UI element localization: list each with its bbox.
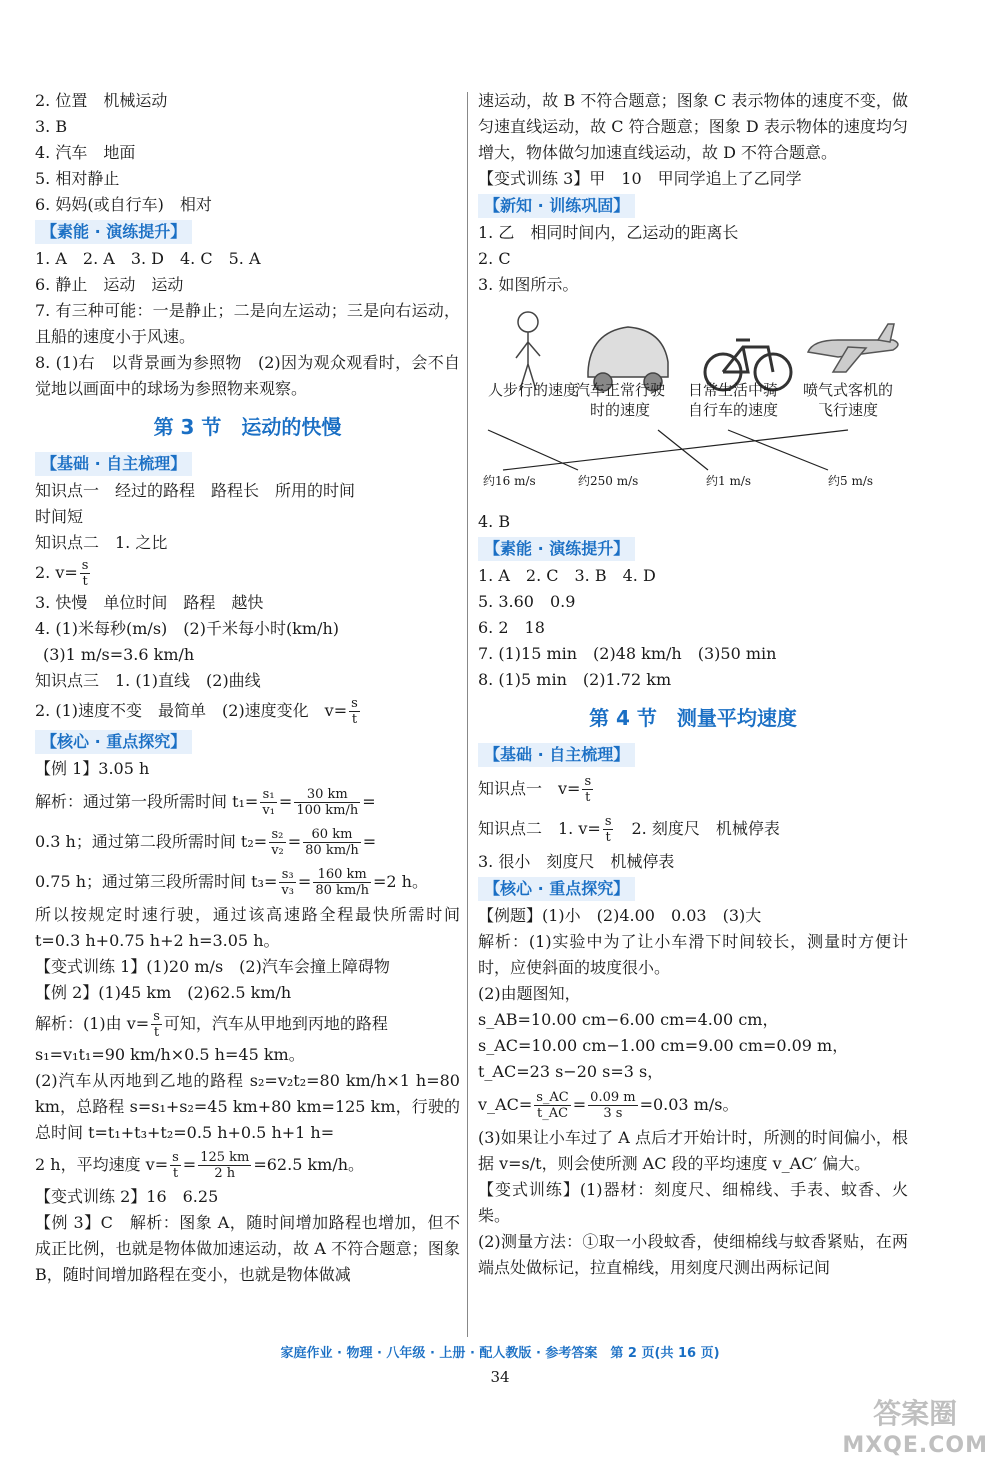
fraction: [279, 867, 296, 898]
fraction: [151, 1009, 162, 1040]
formula-text: 知识点一 v=: [478, 779, 581, 798]
formula-text: 解析：(1)由 v=: [35, 1014, 150, 1033]
denominator: t: [172, 1166, 179, 1181]
denominator: 80 km/h: [305, 843, 359, 858]
section-header: 【核心 · 重点探究】: [478, 877, 635, 901]
numerator: s: [172, 1150, 179, 1165]
numerator: s: [604, 814, 612, 829]
numerator: s₁: [260, 787, 277, 803]
formula-text: 解析：通过第一段所需时间 t₁=: [35, 792, 259, 811]
answer-line: 【变式训练 1】(1)20 m/s (2)汽车会撞上障碍物: [35, 957, 390, 976]
fraction: [349, 696, 360, 727]
formula-text: =: [572, 1095, 587, 1114]
column-divider: [467, 92, 468, 1337]
numerator: s_AC: [536, 1090, 569, 1105]
fraction: [80, 558, 91, 589]
numerator: 30 km: [294, 787, 360, 803]
fraction: [534, 1090, 571, 1121]
formula-text: =: [278, 792, 293, 811]
section-header: 【新知 · 训练巩固】: [478, 194, 635, 218]
answer-paragraph: 解析：(1)实验中为了让小车滑下时间较长，测量时方便计时，应使斜面的坡度很小。: [478, 932, 908, 977]
section-header: 【核心 · 重点探究】: [35, 730, 192, 754]
numerator: 160 km: [313, 867, 371, 883]
answer-line: 5. 3.60 0.9: [478, 592, 576, 611]
answer-line: 【例题】(1)小 (2)4.00 0.03 (3)大: [478, 906, 762, 925]
section-header: 【素能 · 演练提升】: [35, 220, 192, 244]
formula-text: =: [297, 872, 312, 891]
answer-line: 4. 汽车 地面: [35, 143, 136, 162]
answer-line: s_AC=10.00 cm−1.00 cm=9.00 cm=0.09 m，: [478, 1036, 849, 1055]
walking-person-icon: [516, 312, 540, 390]
answer-line: t_AC=23 s−20 s=3 s，: [478, 1062, 664, 1081]
section-header: 【素能 · 演练提升】: [478, 537, 635, 561]
formula-text: =: [362, 792, 376, 811]
denominator: t_AC: [536, 1106, 569, 1121]
formula-text: =2 h。: [372, 872, 428, 891]
figure-speed: 约250 m/s: [578, 474, 639, 488]
formula-text: 可知，汽车从甲地到丙地的路程: [163, 1014, 388, 1033]
fraction: [170, 1150, 181, 1181]
answer-line: 【例 2】(1)45 km (2)62.5 km/h: [35, 983, 292, 1002]
fraction: [198, 1150, 251, 1181]
denominator: v₂: [271, 843, 284, 858]
numerator: s: [153, 1009, 160, 1024]
watermark: [842, 1398, 988, 1462]
denominator: t: [605, 830, 611, 845]
formula-line: [478, 769, 908, 809]
page-number: 34: [490, 1368, 510, 1386]
answer-paragraph: 速运动，故 B 不符合题意；图象 C 表示物体的速度不变，做匀速直线运动，故 C 符合题意；图象 D 表示物体的速度均匀增大，物体做匀加速直线运动，故 D 不符合题意。: [478, 91, 908, 162]
watermark-url: MXQE.COM: [842, 1433, 988, 1458]
answer-line: s₁=v₁t₁=90 km/h×0.5 h=45 km。: [35, 1045, 305, 1064]
formula-line: [35, 694, 460, 728]
answer-paragraph: 所以按规定时速行驶，通过该高速路全程最快所需时间 t=0.3 h+0.75 h+2 h=3.05 h。: [35, 905, 460, 950]
answer-line: 3. B: [35, 117, 68, 136]
denominator: 3 s: [603, 1106, 623, 1121]
numerator: s: [81, 558, 89, 573]
answer-line: 1. 乙 相同时间内，乙运动的距离长: [478, 223, 739, 242]
formula-text: 0.3 h；通过第二段所需时间 t₂=: [35, 832, 268, 851]
answer-line: 3. 如图所示。: [478, 275, 579, 294]
answer-line: 8. (1)5 min (2)1.72 km: [478, 670, 672, 689]
formula-text: v_AC=: [478, 1095, 533, 1114]
fraction: [582, 774, 593, 805]
denominator: 100 km/h: [296, 803, 359, 818]
answer-line: 知识点三 1. (1)直线 (2)曲线: [35, 671, 261, 690]
answer-line: 1. A 2. C 3. B 4. D: [478, 566, 656, 585]
answer-line: 【变式训练 3】甲 10 甲同学追上了乙同学: [478, 169, 802, 188]
denominator: t: [82, 574, 88, 589]
airplane-icon: [808, 324, 898, 372]
watermark-text: 答案圈: [873, 1397, 958, 1430]
answer-line: 1. A 2. A 3. D 4. C 5. A: [35, 249, 261, 268]
figure-speed: 约1 m/s: [706, 474, 752, 488]
page-footer: 家庭作业 · 物理 · 八年级 · 上册 · 配人教版 · 参考答案 第 2 页(共 16 页): [280, 1346, 720, 1361]
answer-paragraph: 【变式训练】(1)器材：刻度尺、细棉线、手表、蚊香、火柴。: [478, 1180, 908, 1225]
answer-line: 4. (1)米每秒(m/s) (2)千米每小时(km/h): [35, 619, 339, 638]
answer-line: 时间短: [35, 507, 84, 526]
formula-text: 2. 刻度尺 机械停表: [631, 819, 780, 838]
figure-label: 人步行的速度: [487, 381, 578, 399]
fraction: [269, 827, 286, 858]
fraction: [588, 1090, 637, 1121]
answer-line: 2. 位置 机械运动: [35, 91, 168, 110]
left-column: [35, 88, 460, 1288]
figure-label: 汽车正常行驶时的速度: [574, 381, 665, 419]
answer-line: (3)1 m/s=3.6 km/h: [43, 645, 195, 664]
numerator: 0.09 m: [590, 1090, 636, 1105]
denominator: 80 km/h: [315, 883, 369, 898]
formula-text: 知识点二 1. v=: [478, 819, 601, 838]
denominator: v₁: [262, 803, 275, 818]
answer-line: (2)由题图知，: [478, 984, 581, 1003]
fraction: [294, 787, 360, 818]
formula-text: 2. (1)速度不变 最简单 (2)速度变化 v=: [35, 701, 348, 720]
numerator: 60 km: [303, 827, 361, 843]
formula-line: [35, 1146, 460, 1184]
formula-text: =62.5 km/h。: [253, 1155, 365, 1174]
denominator: t: [351, 712, 358, 727]
formula-text: =: [287, 832, 302, 851]
formula-line: [35, 1006, 460, 1042]
fraction: [313, 867, 371, 898]
answer-paragraph: 7. 有三种可能：一是静止；二是向左运动；三是向右运动，且船的速度小于风速。: [35, 301, 460, 346]
formula-line: [478, 1085, 908, 1125]
fraction: [260, 787, 277, 818]
figure-label: 日常生活中骑自行车的速度: [687, 381, 778, 419]
formula-line: [35, 782, 460, 822]
answer-line: 5. 相对静止: [35, 169, 120, 188]
formula-text: =: [182, 1155, 197, 1174]
numerator: s: [584, 774, 592, 789]
numerator: s₂: [269, 827, 286, 843]
answer-line: 知识点一 经过的路程 路程长 所用的时间: [35, 481, 356, 500]
numerator: 125 km: [200, 1150, 250, 1165]
answer-line: 3. 很小 刻度尺 机械停表: [478, 852, 675, 871]
section-title: 第 4 节 测量平均速度: [589, 706, 797, 730]
matching-lines: [488, 430, 848, 470]
denominator: v₃: [281, 883, 294, 898]
denominator: t: [153, 1025, 160, 1040]
answer-line: 3. 快慢 单位时间 路程 越快: [35, 593, 264, 612]
answer-line: 【例 1】3.05 h: [35, 759, 150, 778]
figure-speed: 约16 m/s: [483, 474, 536, 488]
answer-line: 6. 妈妈(或自行车) 相对: [35, 195, 212, 214]
formula-line: [35, 822, 460, 862]
numerator: s₃: [279, 867, 296, 883]
formula-line: [478, 809, 908, 849]
section-header: 【基础 · 自主梳理】: [478, 743, 635, 767]
answer-line: s_AB=10.00 cm−6.00 cm=4.00 cm，: [478, 1010, 779, 1029]
formula-text: =0.03 m/s。: [639, 1095, 739, 1114]
figure-label: 喷气式客机的飞行速度: [802, 381, 893, 419]
formula-text: 2 h，平均速度 v=: [35, 1155, 169, 1174]
answer-line: 【变式训练 2】16 6.25: [35, 1187, 219, 1206]
answer-line: 4. B: [478, 512, 511, 531]
answer-line: 6. 2 18: [478, 618, 545, 637]
answer-line: 2. C: [478, 249, 511, 268]
formula-text: 2. v=: [35, 563, 78, 582]
formula-line: [35, 556, 460, 590]
fraction: [603, 814, 614, 845]
answer-paragraph: (3)如果让小车过了 A 点后才开始计时，所测的时间偏小，根据 v=s/t，则会使所测 AC 段的平均速度 v_AC′ 偏大。: [478, 1128, 908, 1173]
answer-line: 7. (1)15 min (2)48 km/h (3)50 min: [478, 644, 777, 663]
answer-line: 知识点二 1. 之比: [35, 533, 168, 552]
section-header: 【基础 · 自主梳理】: [35, 452, 192, 476]
speed-matching-figure: [478, 302, 908, 507]
formula-text: 0.75 h；通过第三段所需时间 t₃=: [35, 872, 278, 891]
answer-paragraph: (2)测量方法：①取一小段蚊香，使细棉线与蚊香紧贴，在两端点处做标记，拉直棉线，用刻度尺测出两标记间: [478, 1232, 908, 1277]
right-column: [478, 88, 908, 1281]
answer-paragraph: (2)汽车从丙地到乙地的路程 s₂=v₂t₂=80 km/h×1 h=80 km，总路程 s=s₁+s₂=45 km+80 km=125 km，行驶的总时间 t=t₁+t₃+t₂=0.5 h+0.5 h+1 h=: [35, 1071, 460, 1142]
formula-text: =: [362, 832, 377, 851]
numerator: s: [351, 696, 358, 711]
fraction: [303, 827, 361, 858]
denominator: 2 h: [214, 1166, 236, 1181]
section-title: 第 3 节 运动的快慢: [153, 415, 342, 439]
answer-paragraph: 【例 3】C 解析：图象 A，随时间增加路程也增加，但不成正比例，也就是物体做加速运动，故 A 不符合题意；图象 B，随时间增加路程在变小，也就是物体做减: [35, 1213, 460, 1284]
answer-line: 6. 静止 运动 运动: [35, 275, 184, 294]
denominator: t: [585, 790, 591, 805]
formula-line: [35, 862, 460, 902]
figure-speed: 约5 m/s: [828, 474, 874, 488]
answer-paragraph: 8. (1)右 以背景画为参照物 (2)因为观众观看时，会不自觉地以画面中的球场为参照物来观察。: [35, 353, 460, 398]
